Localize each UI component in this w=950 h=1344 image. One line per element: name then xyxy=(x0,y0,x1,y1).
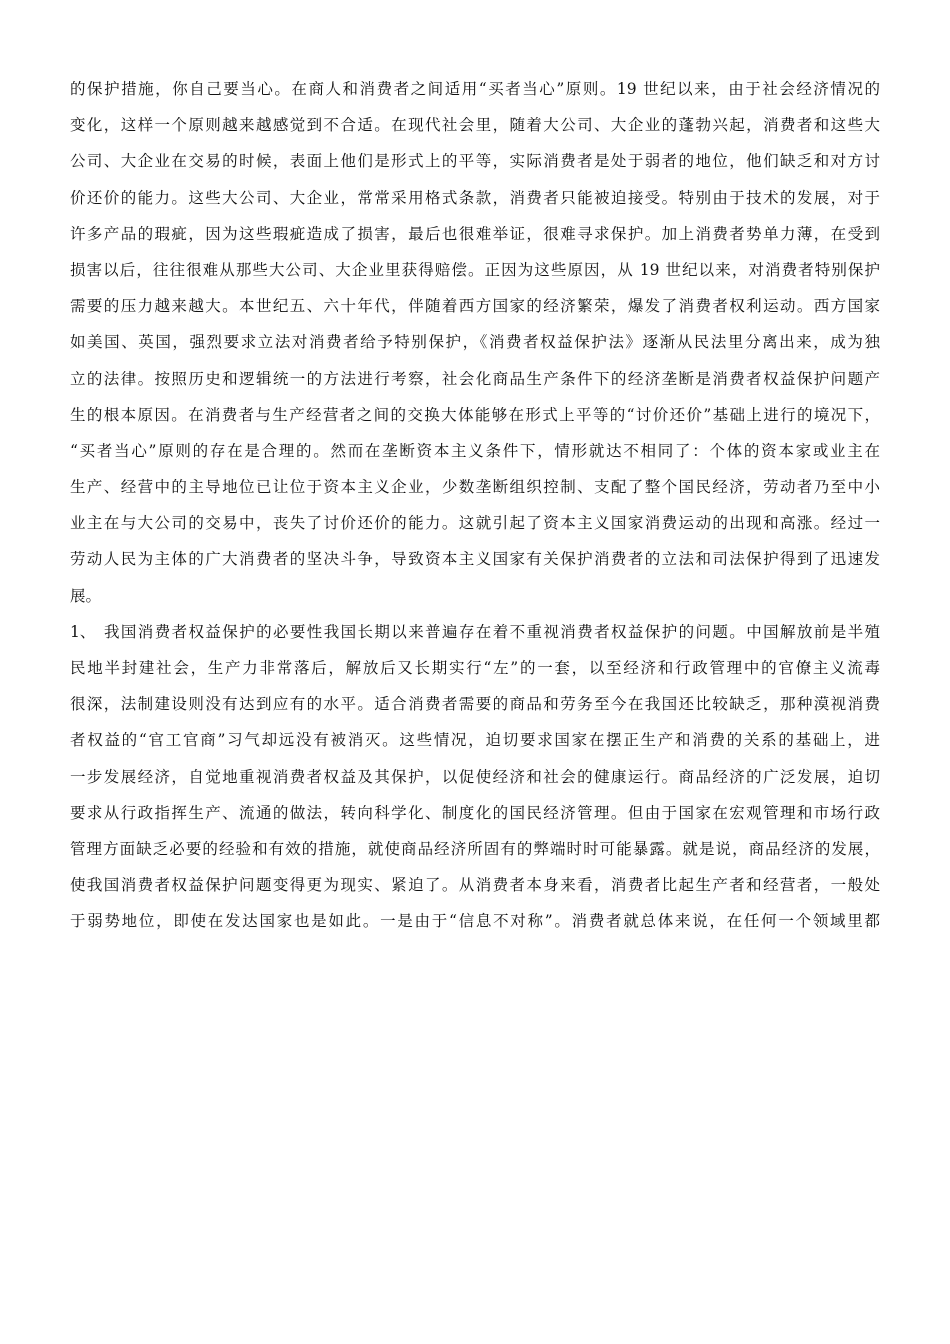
list-item-text: 我国消费者权益保护的必要性我国长期以来普遍存在着不重视消费者权益保护的问题。中国解放前是半殖 xyxy=(104,622,880,641)
text-line: 损害以后，往往很难从那些大公司、大企业里获得赔偿。正因为这些原因，从 19 世纪以来，对消费者特别保护 xyxy=(70,260,880,279)
text-line: 立的法律。按照历史和逻辑统一的方法进行考察，社会化商品生产条件下的经济垄断是消费者权益保护问题产 xyxy=(70,369,880,388)
text-line: 业主在与大公司的交易中，丧失了讨价还价的能力。这就引起了资本主义国家消费运动的出现和高涨。经过一 xyxy=(70,514,880,533)
text-line: 公司、大企业在交易的时候，表面上他们是形式上的平等，实际消费者是处于弱者的地位，他们缺乏和对方讨 xyxy=(70,152,880,171)
text-line: 者权益的“官工官商”习气却远没有被消灭。这些情况，迫切要求国家在摆正生产和消费的关系的基础上，进 xyxy=(70,731,880,750)
document-page xyxy=(70,71,880,940)
text-line: 于弱势地位，即使在发达国家也是如此。一是由于“信息不对称”。消费者就总体来说，在任何一个领域里都 xyxy=(70,912,880,931)
text-line: 生产、经营中的主导地位已让位于资本主义企业，少数垄断组织控制、支配了整个国民经济，劳动者乃至中小 xyxy=(70,478,880,497)
text-line: 一步发展经济，自觉地重视消费者权益及其保护，以促使经济和社会的健康运行。商品经济的广泛发展，迫切 xyxy=(70,767,880,786)
text-line: 民地半封建社会，生产力非常落后，解放后又长期实行“左”的一套，以至经济和行政管理中的官僚主义流毒 xyxy=(70,659,880,677)
text-line: 展。 xyxy=(70,586,102,605)
text-line: 使我国消费者权益保护问题变得更为现实、紧迫了。从消费者本身来看，消费者比起生产者和经营者，一般处 xyxy=(70,876,880,895)
text-line: 管理方面缺乏必要的经验和有效的措施，就使商品经济所固有的弊端时时可能暴露。就是说，商品经济的发展， xyxy=(70,839,880,858)
list-marker: 1、 xyxy=(70,622,96,641)
text-line: 需要的压力越来越大。本世纪五、六十年代，伴随着西方国家的经济繁荣，爆发了消费者权利运动。西方国家 xyxy=(70,297,880,316)
text-line: 要求从行政指挥生产、流通的做法，转向科学化、制度化的国民经济管理。但由于国家在宏观管理和市场行政 xyxy=(70,803,880,822)
text-line: 如美国、英国，强烈要求立法对消费者给予特别保护，《消费者权益保护法》逐渐从民法里分离出来，成为独 xyxy=(70,333,880,352)
text-line: 许多产品的瑕疵，因为这些瑕疵造成了损害，最后也很难举证，很难寻求保护。加上消费者势单力薄，在受到 xyxy=(70,224,880,243)
text-line: 变化，这样一个原则越来越感觉到不合适。在现代社会里，随着大公司、大企业的蓬勃兴起，消费者和这些大 xyxy=(70,116,880,135)
text-line: 的保护措施，你自己要当心。在商人和消费者之间适用“买者当心”原则。19 世纪以来，由于社会经济情况的 xyxy=(70,80,880,98)
text-line: “买者当心”原则的存在是合理的。然而在垄断资本主义条件下，情形就达不相同了：个体的资本家或业主在 xyxy=(70,441,880,460)
text-line: 生的根本原因。在消费者与生产经营者之间的交换大体能够在形式上平等的“讨价还价”基础上进行的境况下， xyxy=(70,405,880,424)
text-line: 劳动人民为主体的广大消费者的坚决斗争，导致资本主义国家有关保护消费者的立法和司法保护得到了迅速发 xyxy=(70,550,880,569)
text-line: 很深，法制建设则没有达到应有的水平。适合消费者需要的商品和劳务至今在我国还比较缺乏，那种漠视消费 xyxy=(70,695,880,714)
list-item-first-line xyxy=(70,614,880,650)
text-line: 价还价的能力。这些大公司、大企业，常常采用格式条款，消费者只能被迫接受。特别由于技术的发展，对于 xyxy=(70,188,880,207)
